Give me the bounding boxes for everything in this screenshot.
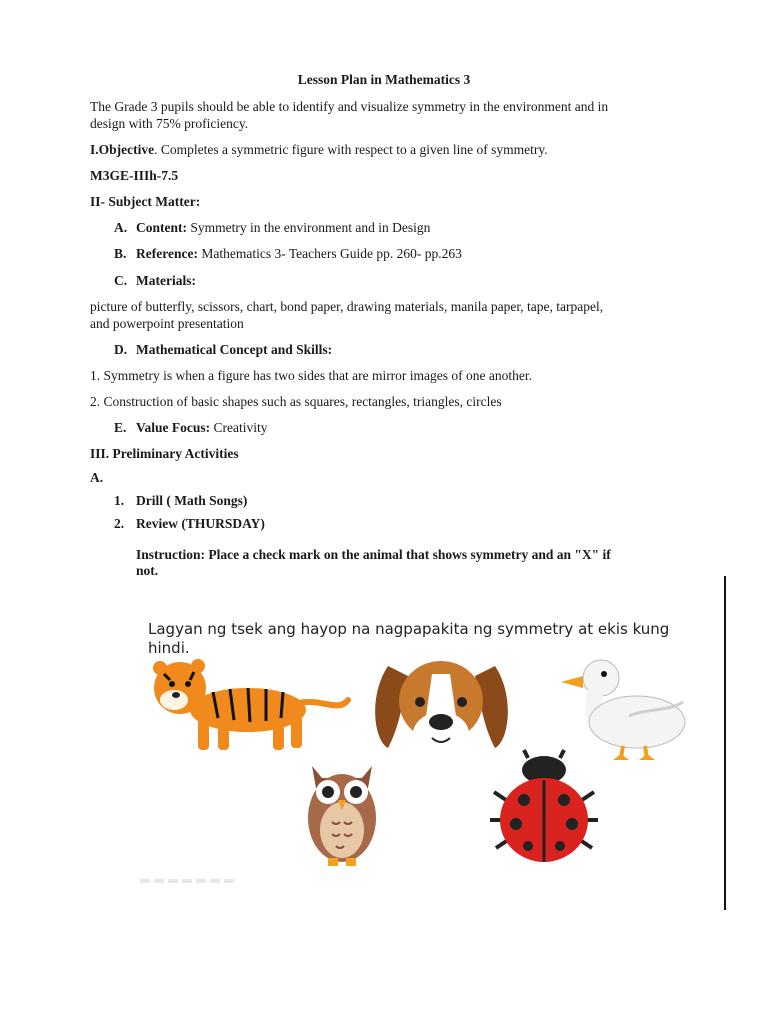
content-letter: A. — [114, 220, 128, 235]
objective — [90, 142, 548, 158]
worksheet-image — [134, 610, 679, 880]
section-a: A. — [90, 470, 104, 485]
ladybug-icon — [484, 748, 604, 866]
preliminary-heading: III. Preliminary Activities — [90, 446, 239, 461]
intro-line-1: The Grade 3 pupils should be able to identify and visualize symmetry in the environment and in — [90, 99, 609, 114]
competency-code: M3GE-IIIh-7.5 — [90, 168, 179, 183]
reference-text: Mathematics 3- Teachers Guide pp. 260- pp.263 — [197, 246, 462, 261]
value-item — [114, 420, 268, 436]
tiger-icon — [138, 658, 353, 758]
reference-letter: B. — [114, 246, 127, 261]
content-text: Symmetry in the environment and in Design — [187, 220, 431, 235]
materials-line-1: picture of butterfly, scissors, chart, bond paper, drawing materials, manila paper, tape, tarpapel, — [90, 299, 604, 314]
concept-label: Mathematical Concept and Skills: — [136, 342, 333, 357]
owl-icon — [302, 758, 382, 868]
review-text: Review (THURSDAY) — [136, 516, 265, 531]
review-item — [114, 516, 265, 532]
reference-item — [114, 246, 462, 262]
margin-divider — [724, 576, 726, 910]
review-number: 2. — [114, 516, 125, 531]
content-item — [114, 220, 430, 236]
objective-text: . Completes a symmetric figure with respect to a given line of symmetry. — [154, 142, 548, 157]
content-label: Content: — [136, 220, 187, 235]
materials-label: Materials: — [136, 273, 196, 288]
faint-caption-artifact — [140, 870, 250, 876]
drill-number: 1. — [114, 493, 125, 508]
instruction-line-1: Instruction: Place a check mark on the animal that shows symmetry and an "X" if — [136, 547, 611, 562]
worksheet-instruction: Lagyan ng tsek ang hayop na nagpapakita ng symmetry at ekis kung hindi. — [148, 620, 670, 657]
value-label: Value Focus: — [136, 420, 211, 435]
instruction-line-2: not. — [136, 563, 159, 578]
page-title: Lesson Plan in Mathematics 3 — [297, 72, 471, 87]
concept-item — [114, 342, 332, 358]
concept-1: 1. Symmetry is when a figure has two sides that are mirror images of one another. — [90, 368, 533, 383]
materials-item — [114, 273, 196, 289]
value-letter: E. — [114, 420, 127, 435]
concept-letter: D. — [114, 342, 128, 357]
materials-line-2: and powerpoint presentation — [90, 316, 244, 331]
reference-label: Reference: — [136, 246, 198, 261]
concept-2: 2. Construction of basic shapes such as squares, rectangles, triangles, circles — [90, 394, 502, 409]
drill-text: Drill ( Math Songs) — [136, 493, 248, 508]
materials-letter: C. — [114, 273, 128, 288]
objective-label: I.Objective — [90, 142, 155, 157]
subject-matter-heading: II- Subject Matter: — [90, 194, 201, 209]
intro-line-2: design with 75% proficiency. — [90, 116, 249, 131]
value-text: Creativity — [210, 420, 268, 435]
drill-item — [114, 493, 247, 509]
